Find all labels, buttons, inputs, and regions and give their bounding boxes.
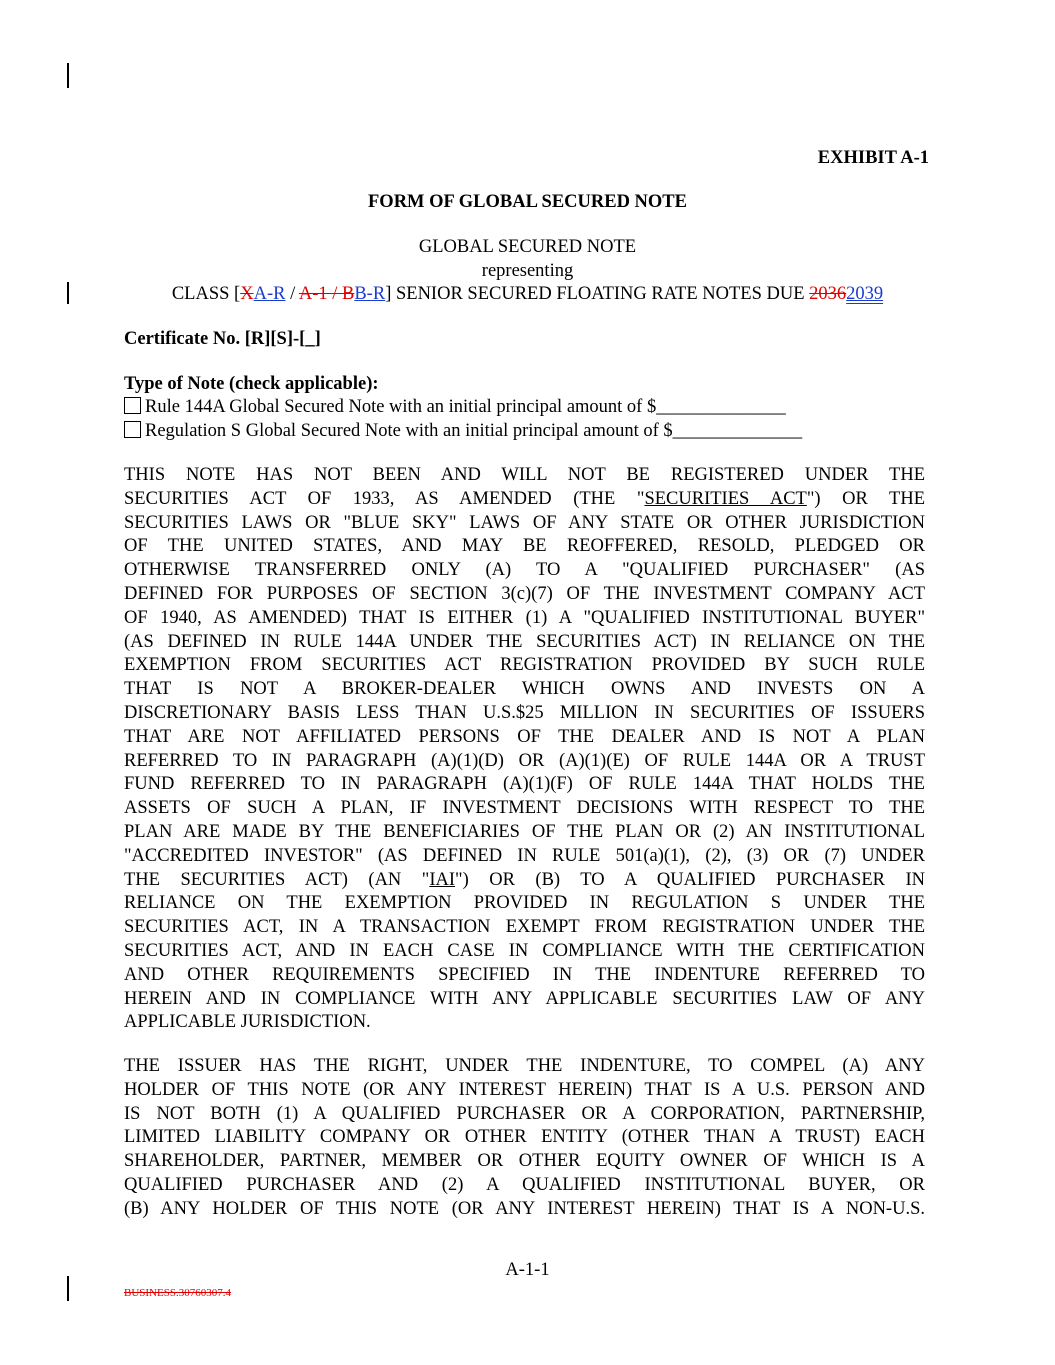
option-label: Regulation S Global Secured Note with an initial principal amount of $______________ <box>145 421 803 441</box>
text-line: QUALIFIED PURCHASER AND (2) A QUALIFIED INSTITUTIONAL BUYER, OR <box>124 1174 925 1195</box>
defined-term: SECURITIES ACT <box>644 488 807 509</box>
text-line: DISCRETIONARY BASIS LESS THAN U.S.$25 MILLION IN SECURITIES OF ISSUERS <box>124 702 925 723</box>
legend-paragraph-2 <box>124 1055 925 1222</box>
text-line: AND OTHER REQUIREMENTS SPECIFIED IN THE INDENTURE REFERRED TO <box>124 964 925 985</box>
change-bar <box>67 63 69 88</box>
text-line: DEFINED FOR PURPOSES OF SECTION 3(c)(7) OF THE INVESTMENT COMPANY ACT <box>124 583 925 604</box>
legend-paragraph-1 <box>124 464 925 1035</box>
text-line: SHAREHOLDER, PARTNER, MEMBER OR OTHER EQUITY OWNER OF WHICH IS A <box>124 1151 925 1172</box>
text-line: EXEMPTION FROM SECURITIES ACT REGISTRATION PROVIDED BY SUCH RULE <box>124 655 925 676</box>
text-line <box>124 488 925 512</box>
text-line: ASSETS OF SUCH A PLAN, IF INVESTMENT DECISIONS WITH RESPECT TO THE <box>124 798 925 819</box>
text-line: FUND REFERRED TO IN PARAGRAPH (A)(1)(F) OF RULE 144A THAT HOLDS THE <box>124 774 925 795</box>
text-line: LIMITED LIABILITY COMPANY OR OTHER ENTITY (OTHER THAN A TRUST) EACH <box>124 1127 925 1148</box>
form-title: FORM OF GLOBAL SECURED NOTE <box>368 192 687 212</box>
text-line <box>124 869 925 893</box>
text-line: APPLICABLE JURISDICTION. <box>124 1012 371 1033</box>
text-line: (B) ANY HOLDER OF THIS NOTE (OR ANY INTEREST HEREIN) THAT IS A NON-U.S. <box>124 1198 925 1219</box>
option-rule-144a <box>124 397 786 418</box>
text-line: RELIANCE ON THE EXEMPTION PROVIDED IN REGULATION S UNDER THE <box>124 893 925 914</box>
text-line: THAT ARE NOT AFFILIATED PERSONS OF THE DEALER AND IS NOT A PLAN <box>124 726 925 747</box>
text-line: HOLDER OF THIS NOTE (OR ANY INTEREST HEREIN) THAT IS A U.S. PERSON AND <box>124 1079 925 1100</box>
text-segment: ") OR THE <box>806 488 926 509</box>
text-line: THE ISSUER HAS THE RIGHT, UNDER THE INDENTURE, TO COMPEL (A) ANY <box>124 1056 925 1076</box>
defined-term: IAI <box>429 869 456 890</box>
text-segment: THE SECURITIES ACT) (AN " <box>124 869 430 890</box>
text-line: OTHERWISE TRANSFERRED ONLY (A) TO A "QUALIFIED PURCHASER" (AS <box>124 560 925 581</box>
class-text: CLASS [ <box>171 284 241 304</box>
text-line: REFERRED TO IN PARAGRAPH (A)(1)(D) OR (A)(1)(E) OF RULE 144A OR A TRUST <box>124 750 925 771</box>
text-line: SECURITIES ACT, IN A TRANSACTION EXEMPT FROM REGISTRATION UNDER THE <box>124 917 925 938</box>
exhibit-label: EXHIBIT A-1 <box>817 148 929 168</box>
certificate-number: Certificate No. [R][S]-[_] <box>124 329 321 349</box>
text-line: OF 1940, AS AMENDED) THAT IS EITHER (1) A "QUALIFIED INSTITUTIONAL BUYER" <box>124 607 925 628</box>
text-segment: ") OR (B) TO A QUALIFIED PURCHASER IN <box>455 869 925 890</box>
text-segment: SECURITIES ACT OF 1933, AS AMENDED (THE " <box>124 488 645 509</box>
class-line <box>0 284 1055 305</box>
text-line: SECURITIES LAWS OR "BLUE SKY" LAWS OF ANY STATE OR OTHER JURISDICTION <box>124 512 925 533</box>
text-line: SECURITIES ACT, AND IN EACH CASE IN COMPLIANCE WITH THE CERTIFICATION <box>124 940 925 961</box>
document-id: BUSINESS.30760307.4 <box>124 1287 231 1299</box>
type-heading: Type of Note (check applicable): <box>124 374 379 394</box>
note-title: GLOBAL SECURED NOTE <box>418 237 637 257</box>
page-number: A-1-1 <box>505 1260 550 1280</box>
text-line: OF THE UNITED STATES, AND MAY BE REOFFERED, RESOLD, PLEDGED OR <box>124 536 925 557</box>
text-line: "ACCREDITED INVESTOR" (AS DEFINED IN RULE 501(a)(1), (2), (3) OR (7) UNDER <box>124 845 925 866</box>
class-text: / <box>285 284 299 304</box>
deleted-text: X <box>240 284 254 304</box>
inserted-text: A-R <box>253 284 286 304</box>
checkbox[interactable] <box>124 397 141 414</box>
inserted-text: 2039 <box>846 284 884 304</box>
deleted-text: 2036 <box>809 284 847 304</box>
class-text: ] SENIOR SECURED FLOATING RATE NOTES DUE <box>385 284 810 304</box>
text-line: IS NOT BOTH (1) A QUALIFIED PURCHASER OR A CORPORATION, PARTNERSHIP, <box>124 1103 925 1124</box>
text-line: THAT IS NOT A BROKER-DEALER WHICH OWNS AND INVESTS ON A <box>124 679 925 700</box>
option-label: Rule 144A Global Secured Note with an initial principal amount of $______________ <box>145 397 786 417</box>
option-regulation-s <box>124 421 802 442</box>
inserted-text: B-R <box>354 284 386 304</box>
text-line: HEREIN AND IN COMPLIANCE WITH ANY APPLICABLE SECURITIES LAW OF ANY <box>124 988 925 1009</box>
deleted-text: A-1 / B <box>298 284 355 304</box>
representing-text: representing <box>481 261 574 281</box>
text-line: (AS DEFINED IN RULE 144A UNDER THE SECURITIES ACT) IN RELIANCE ON THE <box>124 631 925 652</box>
text-line: THIS NOTE HAS NOT BEEN AND WILL NOT BE REGISTERED UNDER THE <box>124 465 925 485</box>
text-line: PLAN ARE MADE BY THE BENEFICIARIES OF THE PLAN OR (2) AN INSTITUTIONAL <box>124 821 925 842</box>
checkbox[interactable] <box>124 421 141 438</box>
